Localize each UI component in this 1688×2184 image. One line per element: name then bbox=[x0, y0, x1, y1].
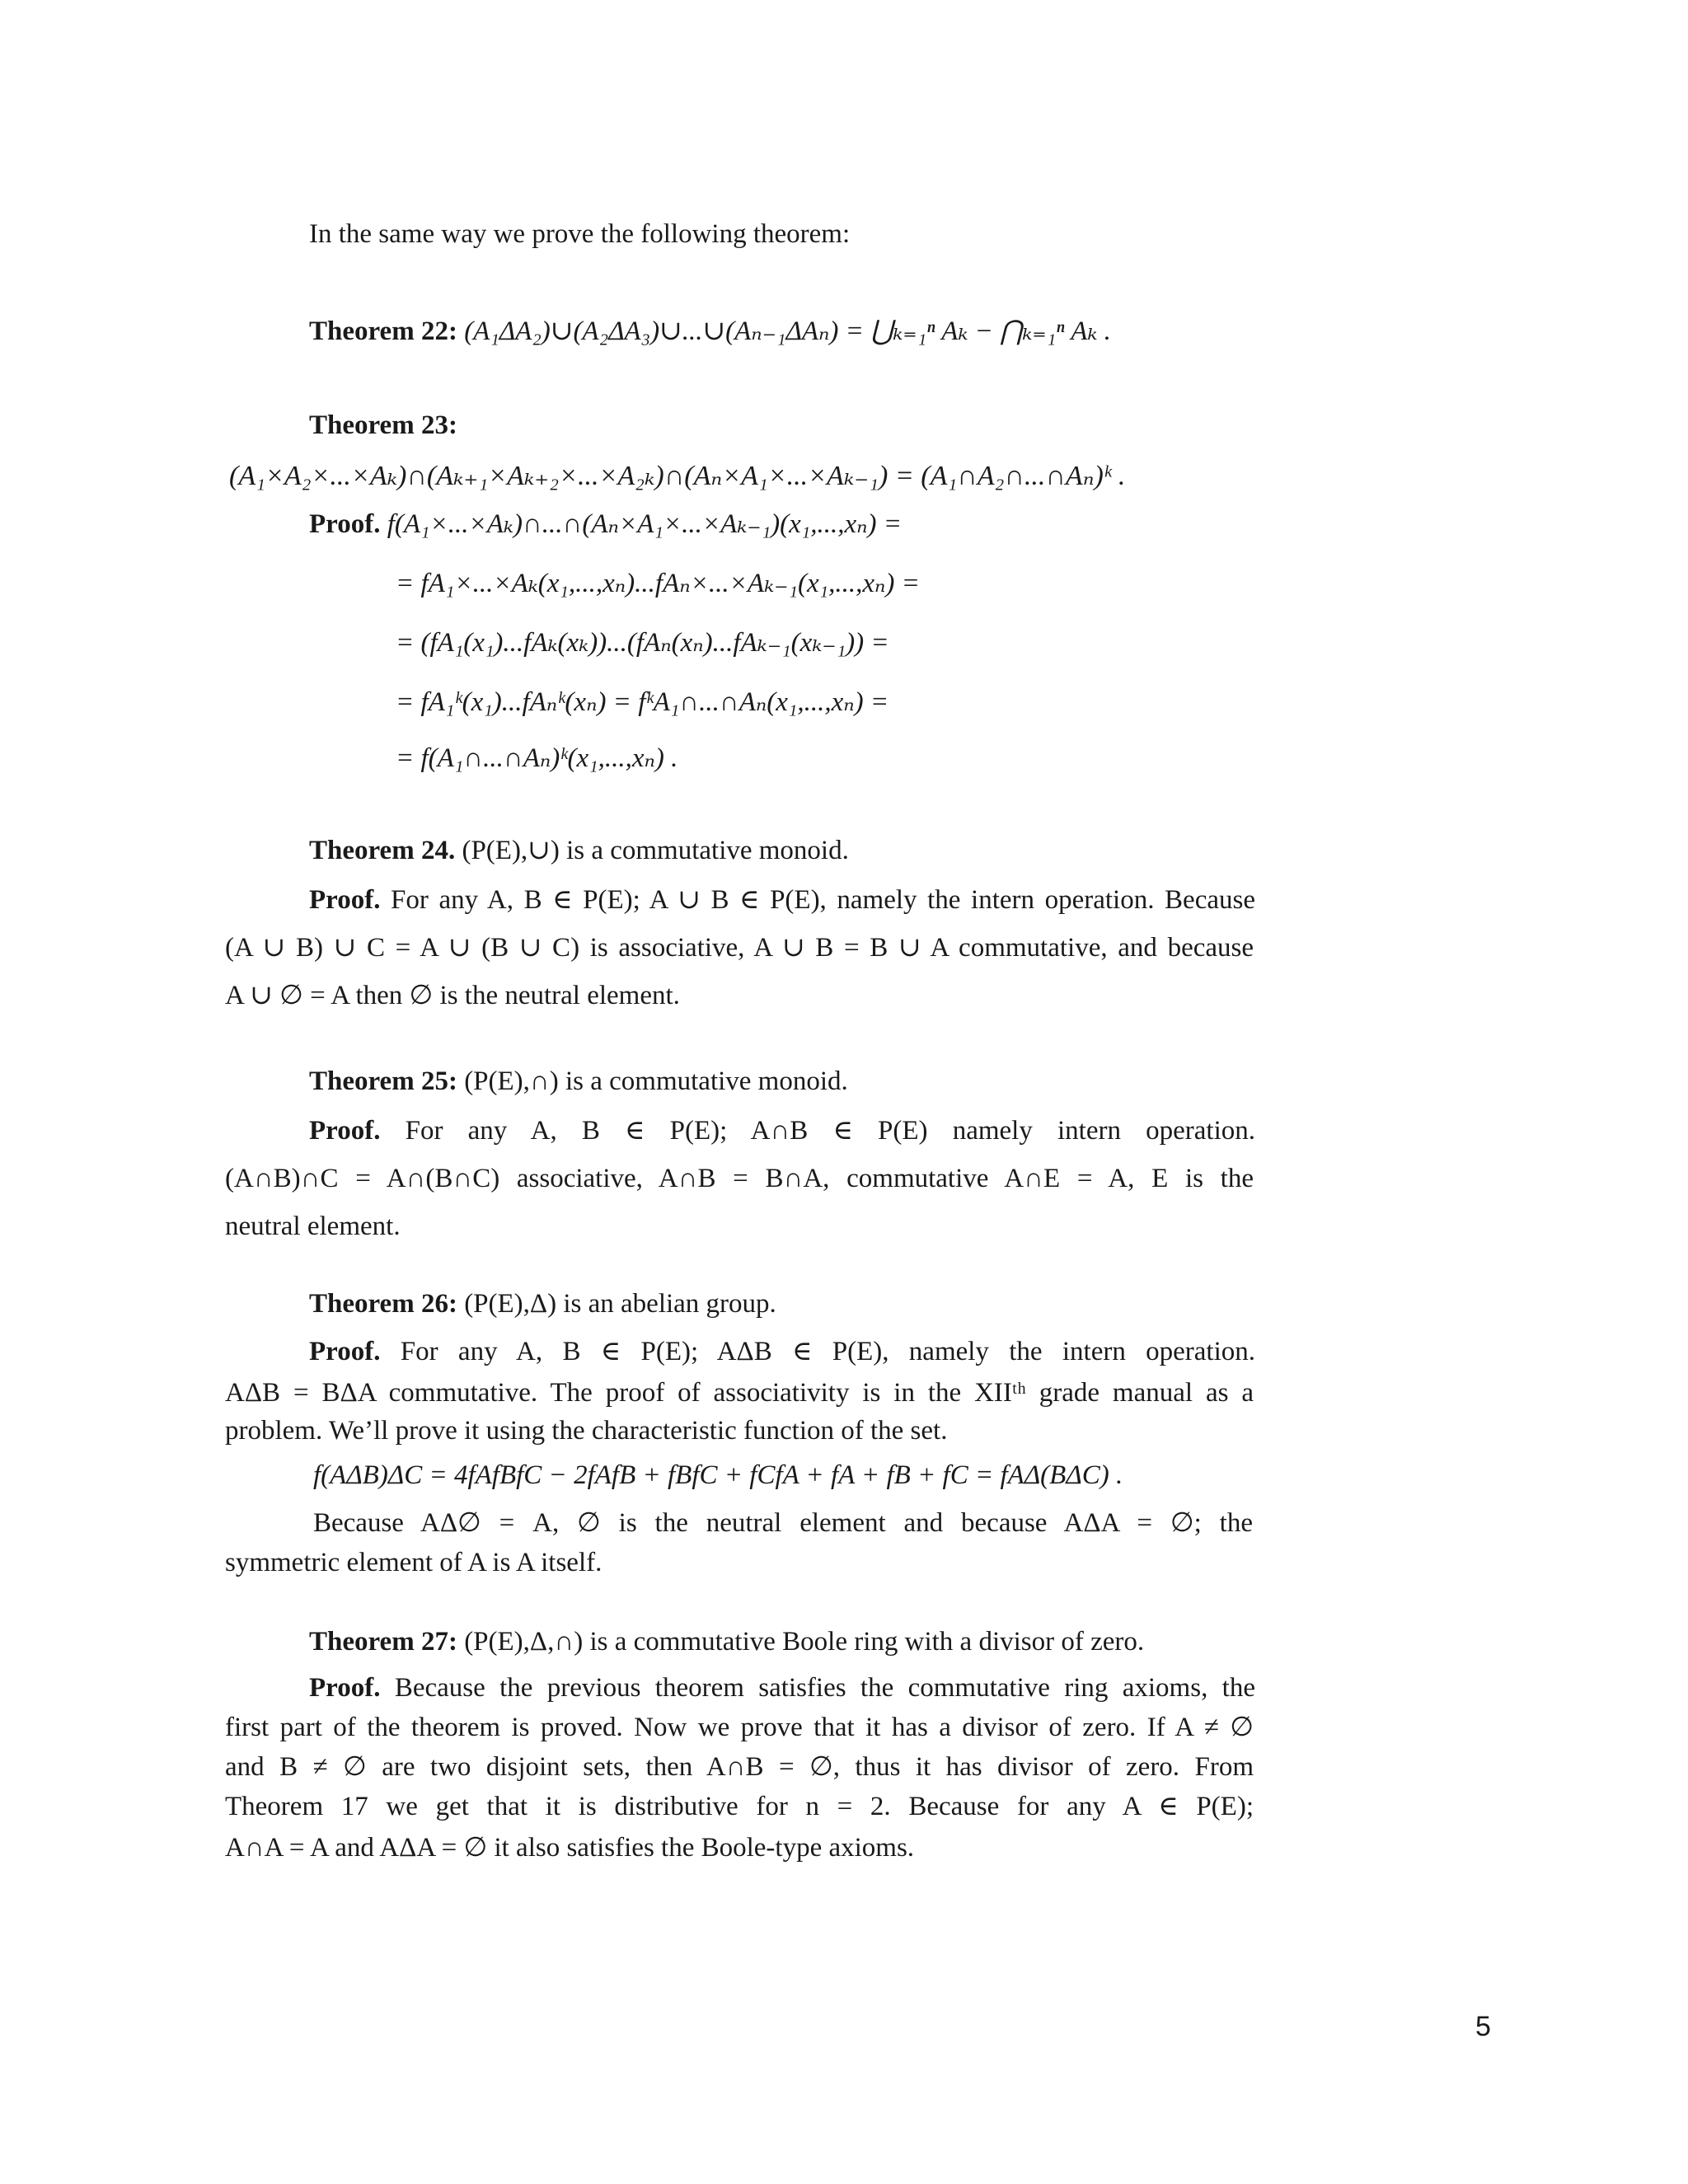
theorem-23-proof-eq-3: = (fA₁(x₁)...fAₖ(xₖ))...(fAₙ(xₙ)...fAₖ₋₁(xₖ₋₁)) = bbox=[396, 628, 889, 658]
theorem-26-proof-line-1 bbox=[309, 1333, 1255, 1370]
theorem-25 bbox=[309, 1063, 848, 1099]
theorem-25-label: Theorem 25: bbox=[309, 1066, 457, 1096]
theorem-25-proof-text-2: (A∩B)∩C = A∩(B∩C) associative, A∩B = B∩A, commutative A∩E = A, E is the bbox=[225, 1164, 1254, 1193]
theorem-26 bbox=[309, 1286, 776, 1322]
theorem-27-proof-label: Proof. bbox=[309, 1673, 381, 1703]
theorem-27 bbox=[309, 1624, 1144, 1660]
theorem-24-proof-text-1: For any A, B ∈ P(E); A ∪ B ∈ P(E), namely the intern operation. Because bbox=[391, 885, 1255, 915]
theorem-23-proof-eq-2: = fA₁×...×Aₖ(x₁,...,xₙ)...fAₙ×...×Aₖ₋₁(x₁,...,xₙ) = bbox=[396, 569, 920, 598]
theorem-26-proof-text-4: Because AΔ∅ = A, ∅ is the neutral element and because AΔA = ∅; the bbox=[313, 1508, 1253, 1538]
theorem-23-proof-eq-1: f(A₁×...×Aₖ)∩...∩(Aₙ×A₁×...×Aₖ₋₁)(x₁,...,xₙ) = bbox=[387, 509, 903, 539]
theorem-23-formula: (A₁×A₂×...×Aₖ)∩(Aₖ₊₁×Aₖ₊₂×...×A₂ₖ)∩(Aₙ×A₁×...×Aₖ₋₁) = (A₁∩A₂∩...∩Aₙ)ᵏ . bbox=[229, 461, 1126, 491]
theorem-27-statement: (P(E),Δ,∩) is a commutative Boole ring with a divisor of zero. bbox=[464, 1627, 1145, 1657]
theorem-25-proof-line-1 bbox=[309, 1113, 1255, 1149]
theorem-22-label: Theorem 22: bbox=[309, 316, 457, 346]
theorem-23-proof-line-1 bbox=[309, 506, 902, 542]
theorem-27-proof-text-2: first part of the theorem is proved. Now we prove that it has a divisor of zero. If A ≠ ∅ bbox=[225, 1713, 1254, 1742]
theorem-24-statement: (P(E),∪) is a commutative monoid. bbox=[462, 836, 849, 865]
theorem-24-proof-text-2: (A ∪ B) ∪ C = A ∪ (B ∪ C) is associative, A ∪ B = B ∪ A commutative, and because bbox=[225, 933, 1254, 963]
theorem-22-formula: (A₁ΔA₂)∪(A₂ΔA₃)∪...∪(Aₙ₋₁ΔAₙ) = ⋃ₖ₌₁ⁿ Aₖ − ⋂ₖ₌₁ⁿ Aₖ . bbox=[464, 316, 1111, 346]
theorem-27-proof-text-3: and B ≠ ∅ are two disjoint sets, then A∩B = ∅, thus it has divisor of zero. From bbox=[225, 1752, 1254, 1782]
theorem-25-proof-text-1: For any A, B ∈ P(E); A∩B ∈ P(E) namely intern operation. bbox=[405, 1116, 1256, 1146]
theorem-26-proof-formula: f(AΔB)ΔC = 4fAfBfC − 2fAfB + fBfC + fCfA + fA + fB + fC = fAΔ(BΔC) . bbox=[313, 1460, 1123, 1490]
theorem-23-label: Theorem 23: bbox=[309, 410, 457, 440]
theorem-24-proof-text-3: A ∪ ∅ = A then ∅ is the neutral element. bbox=[225, 981, 680, 1010]
theorem-25-statement: (P(E),∩) is a commutative monoid. bbox=[464, 1066, 848, 1096]
theorem-27-proof-text-4: Theorem 17 we get that it is distributive for n = 2. Because for any A ∈ P(E); bbox=[225, 1792, 1254, 1821]
theorem-24-proof-label: Proof. bbox=[309, 885, 381, 915]
theorem-25-proof-text-3: neutral element. bbox=[225, 1212, 401, 1241]
theorem-26-proof-text-1: For any A, B ∈ P(E); AΔB ∈ P(E), namely the intern operation. bbox=[400, 1337, 1256, 1366]
theorem-22 bbox=[309, 313, 1111, 349]
theorem-26-label: Theorem 26: bbox=[309, 1289, 457, 1319]
intro-text: In the same way we prove the following theorem: bbox=[309, 219, 851, 249]
theorem-23-proof-label: Proof. bbox=[309, 509, 381, 539]
theorem-25-proof-label: Proof. bbox=[309, 1116, 381, 1146]
theorem-26-proof-label: Proof. bbox=[309, 1337, 381, 1366]
theorem-27-label: Theorem 27: bbox=[309, 1627, 457, 1657]
theorem-27-proof-text-1: Because the previous theorem satisfies the commutative ring axioms, the bbox=[394, 1673, 1255, 1703]
theorem-26-proof-text-5: symmetric element of A is A itself. bbox=[225, 1548, 603, 1577]
theorem-26-proof-text-3: problem. We’ll prove it using the characteristic function of the set. bbox=[225, 1416, 948, 1446]
theorem-23-proof-eq-4: = fA₁ᵏ(x₁)...fAₙᵏ(xₙ) = fᵏA₁∩...∩Aₙ(x₁,...,xₙ) = bbox=[396, 687, 889, 717]
theorem-27-proof-line-1 bbox=[309, 1670, 1255, 1706]
theorem-27-proof-text-5: A∩A = A and AΔA = ∅ it also satisfies the Boole-type axioms. bbox=[225, 1833, 915, 1863]
theorem-26-statement: (P(E),Δ) is an abelian group. bbox=[464, 1289, 776, 1319]
theorem-23-proof-eq-5: = f(A₁∩...∩Aₙ)ᵏ(x₁,...,xₙ) . bbox=[396, 743, 678, 773]
theorem-24 bbox=[309, 832, 849, 869]
page-number: 5 bbox=[1475, 2011, 1491, 2042]
theorem-26-proof-text-2: AΔB = BΔA commutative. The proof of associativity is in the XIIᵗʰ grade manual as a bbox=[225, 1378, 1254, 1408]
theorem-24-proof-line-1 bbox=[309, 882, 1255, 918]
theorem-24-label: Theorem 24. bbox=[309, 836, 456, 865]
